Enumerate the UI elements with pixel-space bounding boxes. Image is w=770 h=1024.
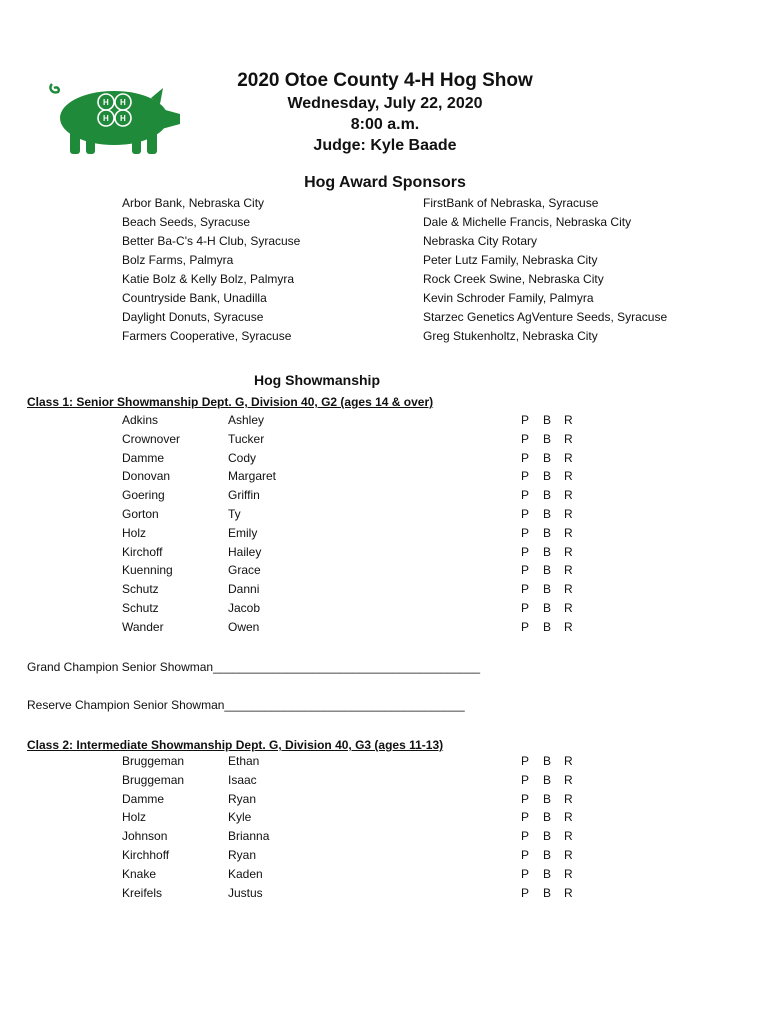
sponsor-item: Daylight Donuts, Syracuse	[122, 310, 264, 324]
sponsor-item: Better Ba-C's 4-H Club, Syracuse	[122, 234, 301, 248]
placing-p: P	[521, 488, 530, 503]
table-row	[122, 469, 592, 488]
grand-champion-line: Grand Champion Senior Showman________________________________________	[27, 660, 481, 674]
placing-b: B	[543, 600, 552, 615]
placing-r: R	[564, 772, 573, 787]
table-row	[122, 810, 592, 829]
placing-r: R	[564, 488, 573, 503]
placing-r: R	[564, 544, 573, 559]
last-name: Bruggeman	[122, 772, 185, 787]
placing-b: B	[543, 791, 552, 806]
placing-p: P	[521, 829, 530, 844]
placing-r: R	[564, 810, 573, 825]
placing-p: P	[521, 866, 530, 881]
placing-p: P	[521, 544, 530, 559]
placing-p: P	[521, 847, 530, 862]
placing-p: P	[521, 791, 530, 806]
placing-b: B	[543, 772, 552, 787]
placing-b: B	[543, 754, 552, 768]
last-name: Wander	[122, 619, 164, 634]
placing-b: B	[543, 413, 552, 427]
placing-r: R	[564, 754, 573, 768]
first-name: Kyle	[228, 810, 252, 825]
reserve-champion-line: Reserve Champion Senior Showman____________________________________	[27, 698, 465, 712]
placing-r: R	[564, 525, 573, 540]
placing-r: R	[564, 506, 573, 521]
class-1-heading: Class 1: Senior Showmanship Dept. G, Division 40, G2 (ages 14 & over)	[27, 395, 434, 409]
last-name: Johnson	[122, 829, 168, 844]
class-2-roster	[122, 754, 592, 904]
table-row	[122, 886, 592, 905]
last-name: Goering	[122, 488, 165, 503]
first-name: Ashley	[228, 413, 265, 427]
placing-p: P	[521, 810, 530, 825]
first-name: Griffin	[228, 488, 260, 503]
show-date: Wednesday, July 22, 2020	[287, 95, 483, 112]
table-row	[122, 773, 592, 792]
placing-r: R	[564, 847, 573, 862]
last-name: Bruggeman	[122, 754, 185, 768]
first-name: Hailey	[228, 544, 262, 559]
table-row	[122, 601, 592, 620]
last-name: Crownover	[122, 431, 181, 446]
placing-b: B	[543, 450, 552, 465]
sponsor-item: Countryside Bank, Unadilla	[122, 291, 267, 305]
placing-r: R	[564, 829, 573, 844]
first-name: Margaret	[228, 469, 277, 484]
table-row	[122, 754, 592, 773]
last-name: Damme	[122, 791, 165, 806]
placing-p: P	[521, 450, 530, 465]
placing-p: P	[521, 506, 530, 521]
placing-b: B	[543, 488, 552, 503]
table-row	[122, 526, 592, 545]
placing-p: P	[521, 413, 530, 427]
last-name: Donovan	[122, 469, 171, 484]
first-name: Grace	[228, 563, 261, 578]
table-row	[122, 829, 592, 848]
placing-r: R	[564, 431, 573, 446]
placing-p: P	[521, 525, 530, 540]
placing-r: R	[564, 600, 573, 615]
placing-p: P	[521, 619, 530, 634]
sponsors-title: Hog Award Sponsors	[304, 174, 466, 191]
placing-b: B	[543, 866, 552, 881]
svg-text:H: H	[120, 114, 126, 123]
showmanship-title: Hog Showmanship	[254, 372, 380, 388]
class-1-roster	[122, 413, 592, 639]
first-name: Kaden	[228, 866, 263, 881]
placing-r: R	[564, 866, 573, 881]
table-row	[122, 432, 592, 451]
table-row	[122, 792, 592, 811]
table-row	[122, 488, 592, 507]
sponsors-right-column	[423, 194, 667, 346]
sponsor-item: Kevin Schroder Family, Palmyra	[423, 291, 594, 305]
last-name: Kreifels	[122, 885, 163, 900]
placing-r: R	[564, 469, 573, 484]
sponsor-item: Nebraska City Rotary	[423, 234, 538, 248]
table-row	[122, 563, 592, 582]
sponsor-item: Farmers Cooperative, Syracuse	[122, 329, 292, 343]
placing-r: R	[564, 582, 573, 597]
first-name: Ty	[228, 506, 241, 521]
last-name: Knake	[122, 866, 157, 881]
placing-p: P	[521, 469, 530, 484]
placing-b: B	[543, 582, 552, 597]
placing-r: R	[564, 885, 573, 900]
placing-b: B	[543, 544, 552, 559]
last-name: Kuenning	[122, 563, 173, 578]
placing-b: B	[543, 563, 552, 578]
svg-text:H: H	[103, 114, 109, 123]
sponsor-item: FirstBank of Nebraska, Syracuse	[423, 196, 599, 210]
sponsor-item: Rock Creek Swine, Nebraska City	[423, 272, 604, 286]
table-row	[122, 545, 592, 564]
placing-b: B	[543, 829, 552, 844]
first-name: Emily	[228, 525, 258, 540]
sponsors-left-column	[122, 194, 300, 346]
last-name: Damme	[122, 450, 165, 465]
placing-p: P	[521, 431, 530, 446]
first-name: Danni	[228, 582, 260, 597]
placing-r: R	[564, 413, 573, 427]
first-name: Isaac	[228, 772, 257, 787]
judge-name: Judge: Kyle Baade	[313, 137, 457, 154]
last-name: Kirchhoff	[122, 847, 170, 862]
placing-b: B	[543, 810, 552, 825]
placing-p: P	[521, 563, 530, 578]
table-row	[122, 413, 592, 432]
svg-text:H: H	[120, 98, 126, 107]
first-name: Jacob	[228, 600, 261, 615]
placing-b: B	[543, 619, 552, 634]
sponsor-item: Bolz Farms, Palmyra	[122, 253, 234, 267]
last-name: Gorton	[122, 506, 159, 521]
first-name: Cody	[228, 450, 257, 465]
placing-b: B	[543, 525, 552, 540]
svg-text:H: H	[103, 98, 109, 107]
sponsor-item: Starzec Genetics AgVenture Seeds, Syracuse	[423, 310, 668, 324]
first-name: Ethan	[228, 754, 260, 768]
sponsor-item: Arbor Bank, Nebraska City	[122, 196, 265, 210]
sponsor-item: Greg Stukenholtz, Nebraska City	[423, 329, 598, 343]
first-name: Ryan	[228, 847, 257, 862]
placing-p: P	[521, 600, 530, 615]
last-name: Schutz	[122, 600, 159, 615]
placing-p: P	[521, 885, 530, 900]
first-name: Owen	[228, 619, 260, 634]
placing-p: P	[521, 582, 530, 597]
table-row	[122, 451, 592, 470]
table-row	[122, 620, 592, 639]
placing-b: B	[543, 469, 552, 484]
last-name: Holz	[122, 810, 147, 825]
class-2-heading: Class 2: Intermediate Showmanship Dept. G, Division 40, G3 (ages 11-13)	[27, 738, 444, 752]
last-name: Kirchoff	[122, 544, 163, 559]
placing-b: B	[543, 431, 552, 446]
table-row	[122, 582, 592, 601]
sponsor-item: Peter Lutz Family, Nebraska City	[423, 253, 598, 267]
show-time: 8:00 a.m.	[350, 116, 420, 133]
placing-b: B	[543, 506, 552, 521]
last-name: Adkins	[122, 413, 159, 427]
first-name: Ryan	[228, 791, 257, 806]
placing-r: R	[564, 450, 573, 465]
page-title: 2020 Otoe County 4-H Hog Show	[237, 70, 533, 91]
first-name: Justus	[228, 885, 263, 900]
placing-r: R	[564, 563, 573, 578]
placing-r: R	[564, 791, 573, 806]
last-name: Holz	[122, 525, 147, 540]
last-name: Schutz	[122, 582, 159, 597]
placing-b: B	[543, 847, 552, 862]
sponsor-item: Katie Bolz & Kelly Bolz, Palmyra	[122, 272, 295, 286]
first-name: Brianna	[228, 829, 270, 844]
sponsor-item: Beach Seeds, Syracuse	[122, 215, 251, 229]
sponsor-item: Dale & Michelle Francis, Nebraska City	[423, 215, 632, 229]
placing-p: P	[521, 772, 530, 787]
table-row	[122, 848, 592, 867]
placing-r: R	[564, 619, 573, 634]
placing-p: P	[521, 754, 530, 768]
table-row	[122, 507, 592, 526]
placing-b: B	[543, 885, 552, 900]
table-row	[122, 867, 592, 886]
first-name: Tucker	[228, 431, 265, 446]
